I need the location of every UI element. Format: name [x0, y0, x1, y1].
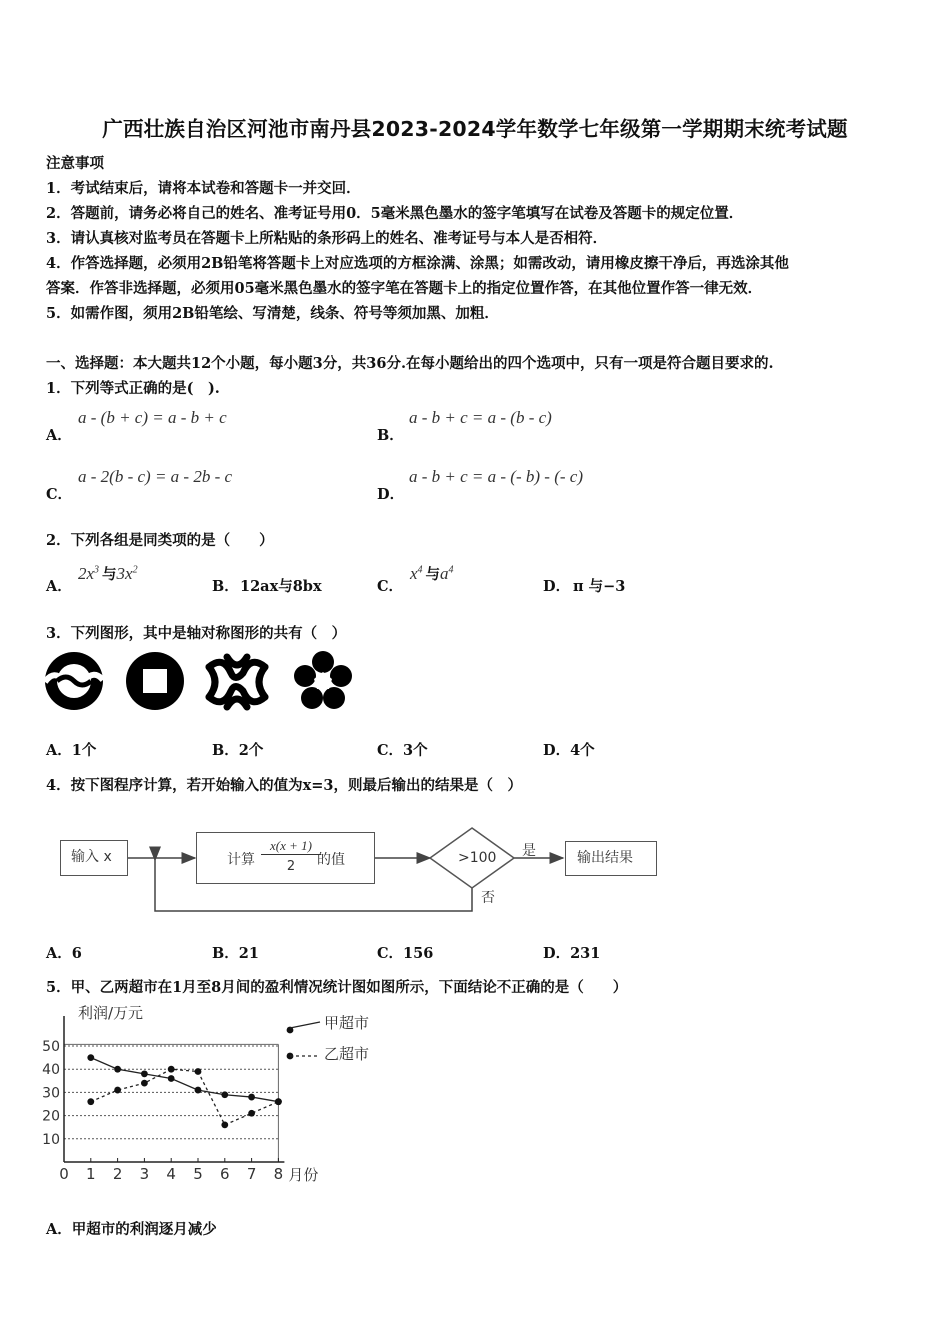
- q2-option-d-label: D．: [543, 578, 571, 595]
- notice-heading: 注意事项: [46, 155, 104, 172]
- q1-option-b-label: B．: [377, 427, 404, 444]
- q2-stem: 2．下列各组是同类项的是（ ）: [46, 532, 274, 549]
- x-tick-label: 3: [139, 1165, 150, 1183]
- data-point: [114, 1066, 121, 1073]
- data-point: [141, 1070, 148, 1077]
- data-point: [114, 1087, 121, 1094]
- q1-stem: 1．下列等式正确的是( ).: [46, 380, 220, 397]
- flow-calc-denominator: 2: [286, 859, 296, 874]
- q2-option-b-expr: 12ax与8bx: [240, 578, 322, 595]
- data-point: [248, 1110, 255, 1117]
- q4-option-b: B．21: [212, 945, 259, 962]
- knot-figure: [205, 653, 269, 711]
- q1-option-a-label: A．: [46, 427, 72, 444]
- x-tick-label: 7: [246, 1165, 257, 1183]
- q3-option-b: B．2个: [212, 742, 264, 759]
- data-point: [221, 1091, 228, 1098]
- profit-line-chart: [40, 1000, 400, 1190]
- section-heading: 一、选择题：本大题共12个小题，每小题3分，共36分.在每小题给出的四个选项中，只有一项是符合题目要求的.: [46, 355, 774, 372]
- q2-option-b-label: B．: [212, 578, 239, 595]
- notice-item: 答案．作答非选择题，必须用05毫米黑色墨水的签字笔在答题卡上的指定位置作答，在其他位置作答一律无效．: [46, 280, 763, 297]
- legend-label: 甲超市: [324, 1014, 370, 1032]
- legend-line: [290, 1022, 320, 1028]
- x-tick-label: 6: [220, 1165, 230, 1183]
- data-point: [195, 1087, 202, 1094]
- flower-figure: [292, 650, 354, 712]
- y-tick-label: 30: [42, 1085, 60, 1102]
- q4-stem: 4．按下图程序计算，若开始输入的值为x=3，则最后输出的结果是（ ）: [46, 777, 522, 794]
- q1-option-d-expr: a - b + c = a - (- b) - (- c): [409, 467, 583, 486]
- notice-item: 2．答题前，请务必将自己的姓名、准考证号用0．5毫米黑色墨水的签字笔填写在试卷及答题卡的规定位置．: [46, 205, 744, 222]
- data-point: [195, 1068, 202, 1075]
- flow-no-label: 否: [481, 890, 495, 906]
- flow-output-box: 输出结果: [565, 841, 657, 876]
- x-axis-label: 月份: [288, 1166, 319, 1184]
- y-tick-label: 20: [42, 1108, 60, 1125]
- q5-stem: 5．甲、乙两超市在1月至8月间的盈利情况统计图如图所示，下面结论不正确的是（ ）: [46, 979, 628, 996]
- y-tick-label: 50: [42, 1039, 60, 1055]
- y-axis-label: 利润/万元: [78, 1004, 144, 1022]
- x-tick-label: 4: [166, 1165, 176, 1183]
- x-tick-label: 1: [86, 1165, 96, 1183]
- notice-item: 3．请认真核对监考员在答题卡上所粘贴的条形码上的姓名、准考证号与本人是否相符．: [46, 230, 608, 247]
- q1-option-b-expr: a - b + c = a - (b - c): [409, 408, 552, 427]
- q3-option-d: D．4个: [543, 742, 595, 759]
- q3-stem: 3．下列图形，其中是轴对称图形的共有（ ）: [46, 625, 347, 642]
- data-point: [275, 1098, 282, 1105]
- notice-item: 1．考试结束后，请将本试卷和答题卡一并交回．: [46, 180, 361, 197]
- y-tick-label: 40: [42, 1062, 60, 1079]
- flow-input-box: 输入 x: [60, 840, 128, 876]
- q2-option-a-expr: $2x^3$ 与$3x^2$: [78, 564, 138, 583]
- flow-calc-numerator: x(x + 1): [261, 838, 321, 855]
- q2-option-c-expr: $x^4$ 与$a^4$: [410, 564, 454, 583]
- q1-option-c-label: C．: [46, 486, 73, 503]
- q4-option-a: A．6: [46, 945, 82, 962]
- data-point: [168, 1066, 175, 1073]
- data-point: [248, 1094, 255, 1101]
- flow-calc-suffix: 的值: [317, 852, 345, 868]
- flow-calc-prefix: 计算: [227, 852, 255, 868]
- q3-option-c: C．3个: [377, 742, 428, 759]
- q4-option-d: D．231: [543, 945, 601, 962]
- q2-option-a-label: A．: [46, 578, 72, 595]
- flow-calc-box: [196, 832, 375, 884]
- q2-option-d-expr: π 与−3: [573, 578, 626, 595]
- data-point: [168, 1075, 175, 1082]
- page-title: 广西壮族自治区河池市南丹县2023-2024学年数学七年级第一学期期末统考试题: [102, 117, 848, 141]
- notice-item: 4．作答选择题，必须用2B铅笔将答题卡上对应选项的方框涂满、涂黑；如需改动，请用橡皮擦干净后，再选涂其他: [46, 255, 789, 272]
- data-point: [221, 1121, 228, 1128]
- coin-figure: [125, 651, 185, 711]
- flow-condition: >100: [458, 850, 497, 866]
- q1-option-c-expr: a - 2(b - c) = a - 2b - c: [78, 467, 233, 486]
- y-tick-label: 10: [42, 1131, 60, 1148]
- x-tick-label: 5: [193, 1165, 203, 1183]
- flow-yes-label: 是: [522, 843, 536, 859]
- x-tick-label: 2: [112, 1165, 123, 1183]
- q2-option-c-label: C．: [377, 578, 404, 595]
- yin-yang-wave-figure: [44, 651, 104, 711]
- q1-option-a-expr: a - (b + c) = a - b + c: [78, 408, 227, 427]
- q5-option-a: A．甲超市的利润逐月减少: [46, 1221, 217, 1238]
- data-point: [141, 1080, 148, 1087]
- notice-item: 5．如需作图，须用2B铅笔绘、写清楚，线条、符号等须加黑、加粗．: [46, 305, 499, 322]
- x-tick-label: 8: [273, 1165, 284, 1183]
- x-tick-label: 0: [59, 1165, 69, 1183]
- legend-label: 乙超市: [324, 1045, 370, 1063]
- q3-option-a: A．1个: [46, 742, 97, 759]
- q1-option-d-label: D．: [377, 486, 405, 503]
- data-point: [87, 1098, 94, 1105]
- data-point: [87, 1054, 94, 1061]
- q4-option-c: C．156: [377, 945, 434, 962]
